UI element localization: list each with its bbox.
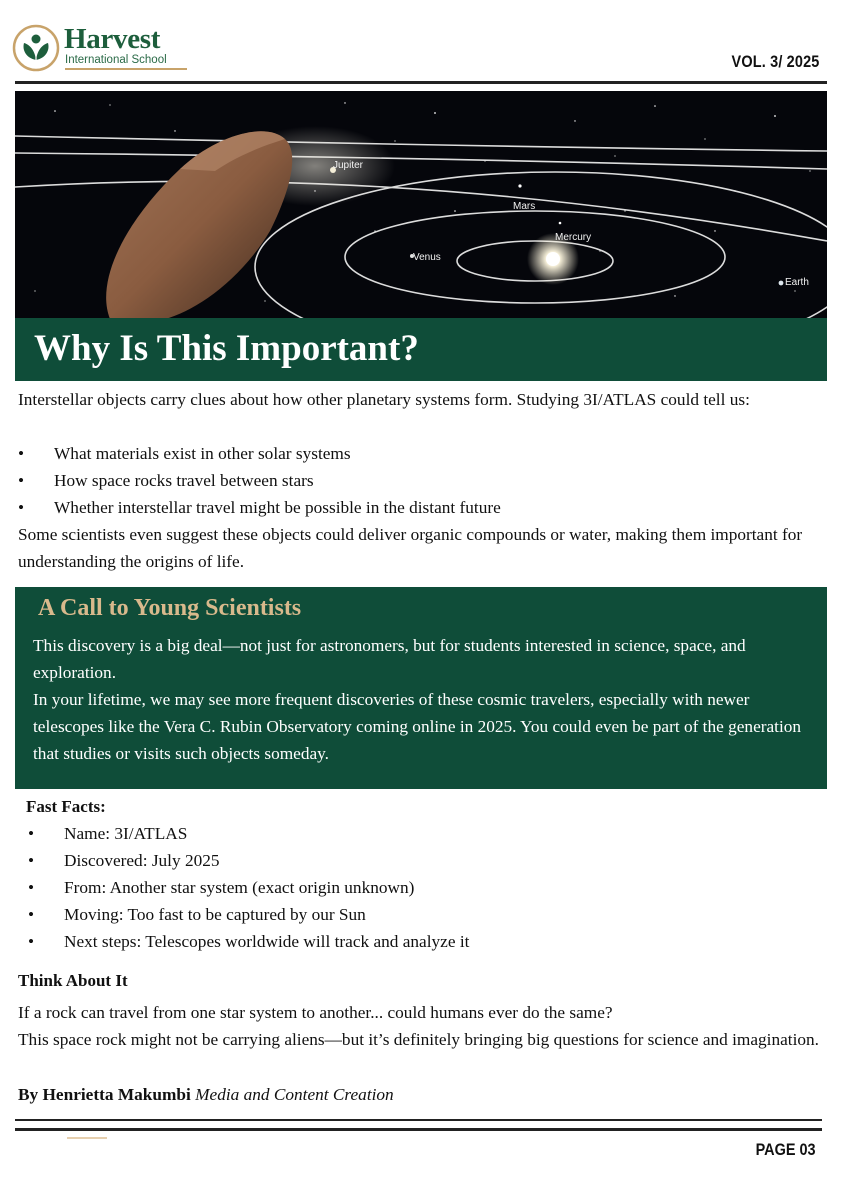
think-paragraph-1: If a rock can travel from one star system to another... could humans ever do the same?	[18, 1003, 613, 1022]
fact-text: Discovered: July 2025	[64, 851, 220, 870]
section-title-band	[15, 318, 827, 381]
call-to-scientists-box	[15, 587, 827, 789]
fact-text: Moving: Too fast to be captured by our Sun	[64, 905, 366, 924]
fact-text: Name: 3I/ATLAS	[64, 824, 188, 843]
school-logo	[12, 23, 182, 73]
think-title: Think About It	[18, 971, 128, 990]
logo-subtitle: International School	[65, 54, 167, 66]
list-item-text: Whether interstellar travel might be possible in the distant future	[54, 498, 501, 517]
byline	[18, 1085, 394, 1105]
call-title: A Call to Young Scientists	[38, 595, 302, 621]
page-number: PAGE 03	[756, 1140, 816, 1159]
byline-role: Media and Content Creation	[195, 1085, 394, 1104]
label-mercury: Mercury	[555, 232, 592, 243]
label-jupiter: Jupiter	[333, 160, 364, 171]
logo-underline	[65, 68, 187, 70]
hero-image	[15, 91, 827, 319]
page-header	[0, 0, 843, 84]
label-earth: Earth	[785, 277, 809, 288]
volume-label: VOL. 3/ 2025	[732, 52, 820, 71]
bullet-marker: •	[28, 851, 35, 870]
footer-accent	[67, 1137, 107, 1139]
bullet-marker: •	[18, 471, 25, 490]
solar-system-illustration	[15, 91, 827, 319]
fact-text: From: Another star system (exact origin unknown)	[64, 878, 415, 897]
footer-rule	[15, 1119, 822, 1121]
list-item-text: How space rocks travel between stars	[54, 471, 314, 490]
label-mars: Mars	[513, 201, 536, 212]
bullet-marker: •	[28, 824, 35, 843]
call-paragraph-1: This discovery is a big deal—not just for astronomers, but for students interested in science, space, and exploration.	[33, 636, 746, 682]
section-title: Why Is This Important?	[34, 328, 419, 369]
header-rule	[15, 81, 827, 84]
bullet-marker: •	[28, 932, 35, 951]
footer-rule	[15, 1128, 822, 1131]
intro-paragraph: Interstellar objects carry clues about how other planetary systems form. Studying 3I/ATLAS could tell us:	[18, 390, 750, 409]
think-paragraph-2: This space rock might not be carrying aliens—but it’s definitely bringing big questions for science and imagination.	[18, 1030, 819, 1049]
leaf-emblem-icon	[12, 23, 62, 73]
bullet-marker: •	[28, 905, 35, 924]
bullet-marker: •	[28, 878, 35, 897]
byline-author: By Henrietta Makumbi	[18, 1085, 191, 1104]
outro-paragraph: Some scientists even suggest these objects could deliver organic compounds or water, making them important for understanding the origins of life.	[18, 525, 803, 571]
logo-name: Harvest	[64, 23, 161, 55]
call-paragraph-2: In your lifetime, we may see more frequent discoveries of these cosmic travelers, especially with newer telescopes like the Vera C. Rubin Observatory coming online in 2025. You could even be part of the generation that studies or visits such objects someday.	[33, 690, 802, 763]
list-item-text: What materials exist in other solar systems	[54, 444, 351, 463]
bullet-marker: •	[18, 498, 25, 517]
fact-text: Next steps: Telescopes worldwide will track and analyze it	[64, 932, 470, 951]
label-venus: Venus	[413, 252, 441, 263]
fast-facts-title: Fast Facts:	[26, 797, 106, 816]
bullet-marker: •	[18, 444, 25, 463]
